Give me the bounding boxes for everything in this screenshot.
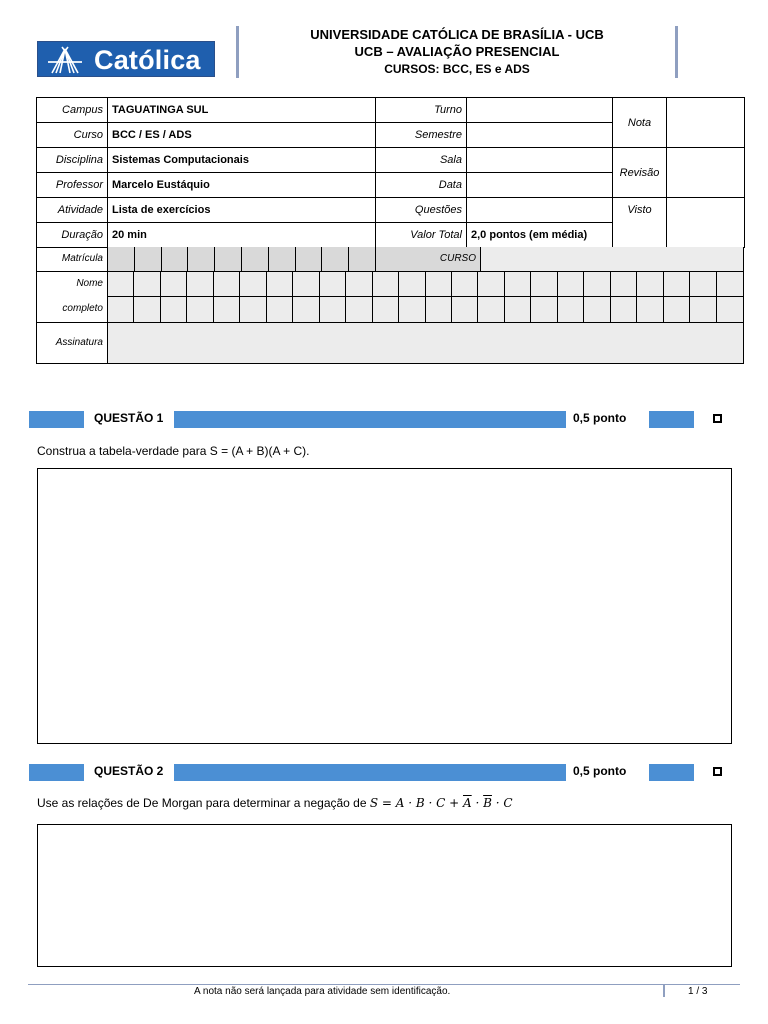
curso-code-label: CURSO: [376, 247, 481, 271]
name-letter-box[interactable]: [452, 272, 478, 297]
name-letter-box[interactable]: [267, 272, 293, 297]
name-letter-box[interactable]: [161, 297, 187, 322]
name-letter-box[interactable]: [426, 272, 452, 297]
matricula-boxes[interactable]: [108, 247, 376, 271]
name-letter-box[interactable]: [558, 297, 584, 322]
valor-total-value: 2,0 pontos (em média): [467, 223, 613, 248]
matricula-row: [36, 247, 744, 272]
name-letter-box[interactable]: [293, 272, 319, 297]
question-1-bar-right: [649, 411, 694, 428]
name-letter-box[interactable]: [531, 272, 557, 297]
question-2-checkbox[interactable]: [713, 767, 722, 776]
page-number: 1 / 3: [688, 986, 708, 997]
name-letter-box[interactable]: [664, 272, 690, 297]
semestre-field[interactable]: [467, 123, 613, 148]
visto-label: Visto: [613, 198, 667, 248]
logo-text: Católica: [94, 45, 201, 75]
question-2-bar-left: [29, 764, 84, 781]
turno-field[interactable]: [467, 98, 613, 123]
name-letter-box[interactable]: [478, 297, 504, 322]
name-letter-box[interactable]: [187, 272, 213, 297]
campus-value: TAGUATINGA SUL: [108, 98, 376, 123]
catolica-logo: [37, 41, 215, 77]
name-letter-box[interactable]: [637, 297, 663, 322]
name-letter-box[interactable]: [690, 297, 716, 322]
question-1-bar-mid: [174, 411, 566, 428]
assinatura-label: Assinatura: [37, 323, 108, 363]
cathedral-logo-icon: [44, 45, 86, 75]
duracao-label: Duração: [37, 223, 108, 248]
name-letter-box[interactable]: [373, 297, 399, 322]
exam-title: UCB – AVALIAÇÃO PRESENCIAL: [354, 44, 560, 59]
revisao-label: Revisão: [613, 148, 667, 198]
footer-divider: [28, 984, 740, 985]
name-letter-box[interactable]: [240, 297, 266, 322]
name-letter-box[interactable]: [320, 272, 346, 297]
name-letter-box[interactable]: [584, 272, 610, 297]
assinatura-field[interactable]: [108, 323, 743, 363]
name-letter-box[interactable]: [452, 297, 478, 322]
name-letter-box[interactable]: [267, 297, 293, 322]
question-1-text: Construa a tabela-verdade para S = (A + B)(A + C).: [37, 444, 310, 458]
name-letter-box[interactable]: [134, 297, 160, 322]
name-letter-box[interactable]: [558, 272, 584, 297]
question-2-bar-right: [649, 764, 694, 781]
name-letter-box[interactable]: [108, 272, 134, 297]
curso-value: BCC / ES / ADS: [108, 123, 376, 148]
name-letter-box[interactable]: [717, 272, 743, 297]
question-1-title: QUESTÃO 1: [94, 411, 164, 425]
footer-note: A nota não será lançada para atividade sem identificação.: [194, 986, 451, 997]
questoes-field[interactable]: [467, 198, 613, 223]
disciplina-label: Disciplina: [37, 148, 108, 173]
name-letter-box[interactable]: [214, 297, 240, 322]
campus-label: Campus: [37, 98, 108, 123]
name-letter-box[interactable]: [187, 297, 213, 322]
name-letter-box[interactable]: [320, 297, 346, 322]
question-2-bar-mid: [174, 764, 566, 781]
identification-table: [36, 97, 745, 248]
completo-label: completo: [62, 303, 103, 314]
question-2-text-prefix: Use as relações de De Morgan para determinar a negação de: [37, 796, 370, 810]
professor-value: Marcelo Eustáquio: [108, 173, 376, 198]
question-1-answer-box[interactable]: [37, 468, 732, 744]
question-2-answer-box[interactable]: [37, 824, 732, 967]
name-letter-box[interactable]: [134, 272, 160, 297]
atividade-value: Lista de exercícios: [108, 198, 376, 223]
question-1-checkbox[interactable]: [713, 414, 722, 423]
visto-field[interactable]: [667, 198, 745, 248]
nome-boxes[interactable]: [108, 272, 743, 322]
name-letter-box[interactable]: [505, 272, 531, 297]
revisao-field[interactable]: [667, 148, 745, 198]
name-letter-box[interactable]: [664, 297, 690, 322]
atividade-label: Atividade: [37, 198, 108, 223]
nome-label: Nome: [76, 278, 103, 289]
curso-label: Curso: [37, 123, 108, 148]
name-letter-box[interactable]: [611, 272, 637, 297]
name-letter-box[interactable]: [584, 297, 610, 322]
turno-label: Turno: [376, 98, 467, 123]
duracao-value: 20 min: [108, 223, 376, 248]
question-1-bar-left: [29, 411, 84, 428]
question-1-points: 0,5 ponto: [573, 411, 627, 425]
nome-row: [36, 272, 744, 323]
name-letter-box[interactable]: [373, 272, 399, 297]
data-label: Data: [376, 173, 467, 198]
question-2-text: [37, 796, 513, 810]
name-letter-box[interactable]: [637, 272, 663, 297]
assinatura-row: [36, 323, 744, 364]
name-letter-box[interactable]: [717, 297, 743, 322]
name-letter-box[interactable]: [690, 272, 716, 297]
sala-label: Sala: [376, 148, 467, 173]
name-letter-box[interactable]: [531, 297, 557, 322]
question-2-title: QUESTÃO 2: [94, 764, 164, 778]
professor-label: Professor: [37, 173, 108, 198]
nota-field[interactable]: [667, 98, 745, 148]
name-letter-box[interactable]: [161, 272, 187, 297]
nota-label: Nota: [613, 98, 667, 148]
name-letter-box[interactable]: [478, 272, 504, 297]
name-letter-box[interactable]: [240, 272, 266, 297]
name-letter-box[interactable]: [505, 297, 531, 322]
name-letter-box[interactable]: [346, 272, 372, 297]
valor-total-label: Valor Total: [376, 223, 467, 248]
name-letter-box[interactable]: [399, 272, 425, 297]
curso-code-field[interactable]: [481, 247, 743, 271]
sala-field[interactable]: [467, 148, 613, 173]
courses-line: CURSOS: BCC, ES e ADS: [384, 62, 530, 76]
university-name: UNIVERSIDADE CATÓLICA DE BRASÍLIA - UCB: [310, 27, 604, 42]
footer-separator: [663, 985, 665, 997]
matricula-label: Matrícula: [37, 247, 108, 271]
name-letter-box[interactable]: [293, 297, 319, 322]
data-field[interactable]: [467, 173, 613, 198]
semestre-label: Semestre: [376, 123, 467, 148]
name-letter-box[interactable]: [346, 297, 372, 322]
questoes-label: Questões: [376, 198, 467, 223]
question-2-points: 0,5 ponto: [573, 764, 627, 778]
name-letter-box[interactable]: [426, 297, 452, 322]
name-letter-box[interactable]: [214, 272, 240, 297]
question-2-formula: $S = A \cdot B \cdot C + \overline{A} \cdot \overline{B} \cdot C$: [369, 796, 513, 810]
disciplina-value: Sistemas Computacionais: [108, 148, 376, 173]
name-letter-box[interactable]: [611, 297, 637, 322]
name-letter-box[interactable]: [108, 297, 134, 322]
name-letter-box[interactable]: [399, 297, 425, 322]
